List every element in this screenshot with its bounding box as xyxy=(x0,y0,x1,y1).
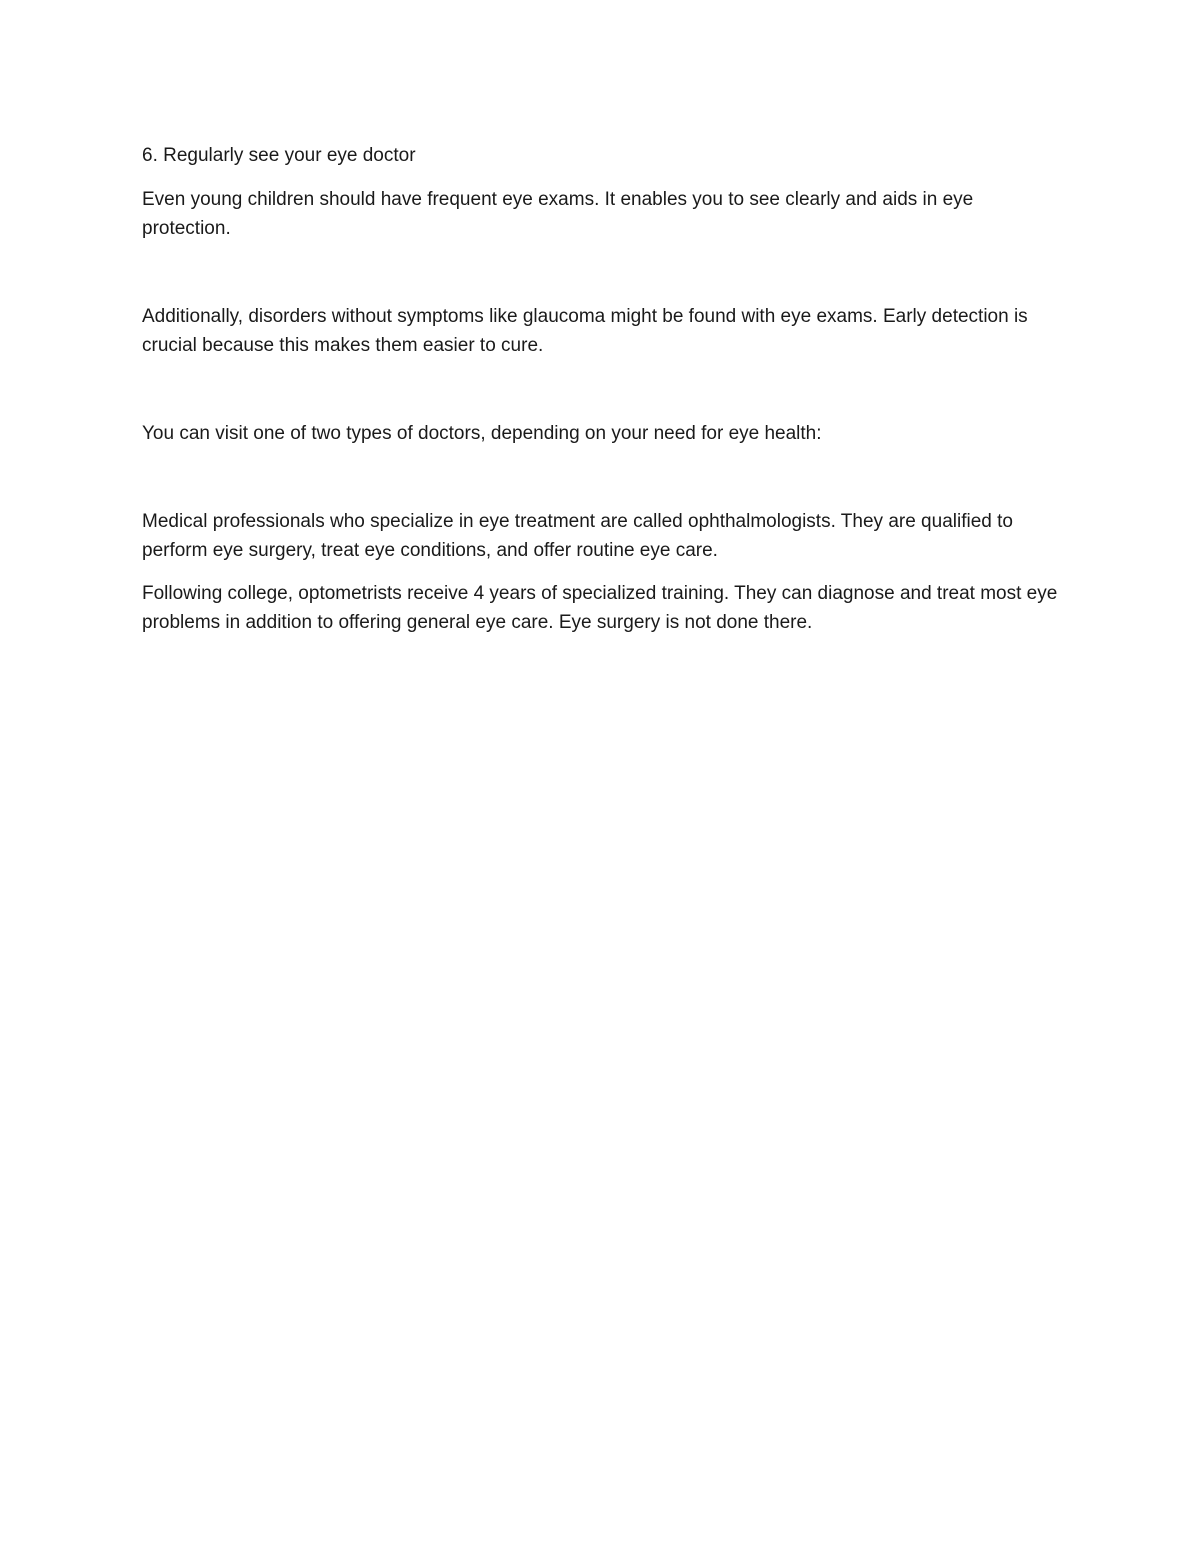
paragraph-doctor-types: You can visit one of two types of doctors, depending on your need for eye health: xyxy=(142,423,822,444)
section-heading: 6. Regularly see your eye doctor xyxy=(142,145,416,166)
paragraph-eye-exams: Even young children should have frequent eye exams. It enables you to see clearly and aids in eye protection. xyxy=(142,189,974,239)
document-body xyxy=(142,141,1062,637)
paragraph-early-detection: Additionally, disorders without symptoms like glaucoma might be found with eye exams. Early detection is crucial because this makes them easier to cure. xyxy=(142,306,1028,356)
paragraph-ophthalmologists: Medical professionals who specialize in eye treatment are called ophthalmologists. They are qualified to perform eye surgery, treat eye conditions, and offer routine eye care. xyxy=(142,511,1013,561)
paragraph-optometrists: Following college, optometrists receive 4 years of specialized training. They can diagnose and treat most eye problems in addition to offering general eye care. Eye surgery is not done there. xyxy=(142,583,1058,633)
